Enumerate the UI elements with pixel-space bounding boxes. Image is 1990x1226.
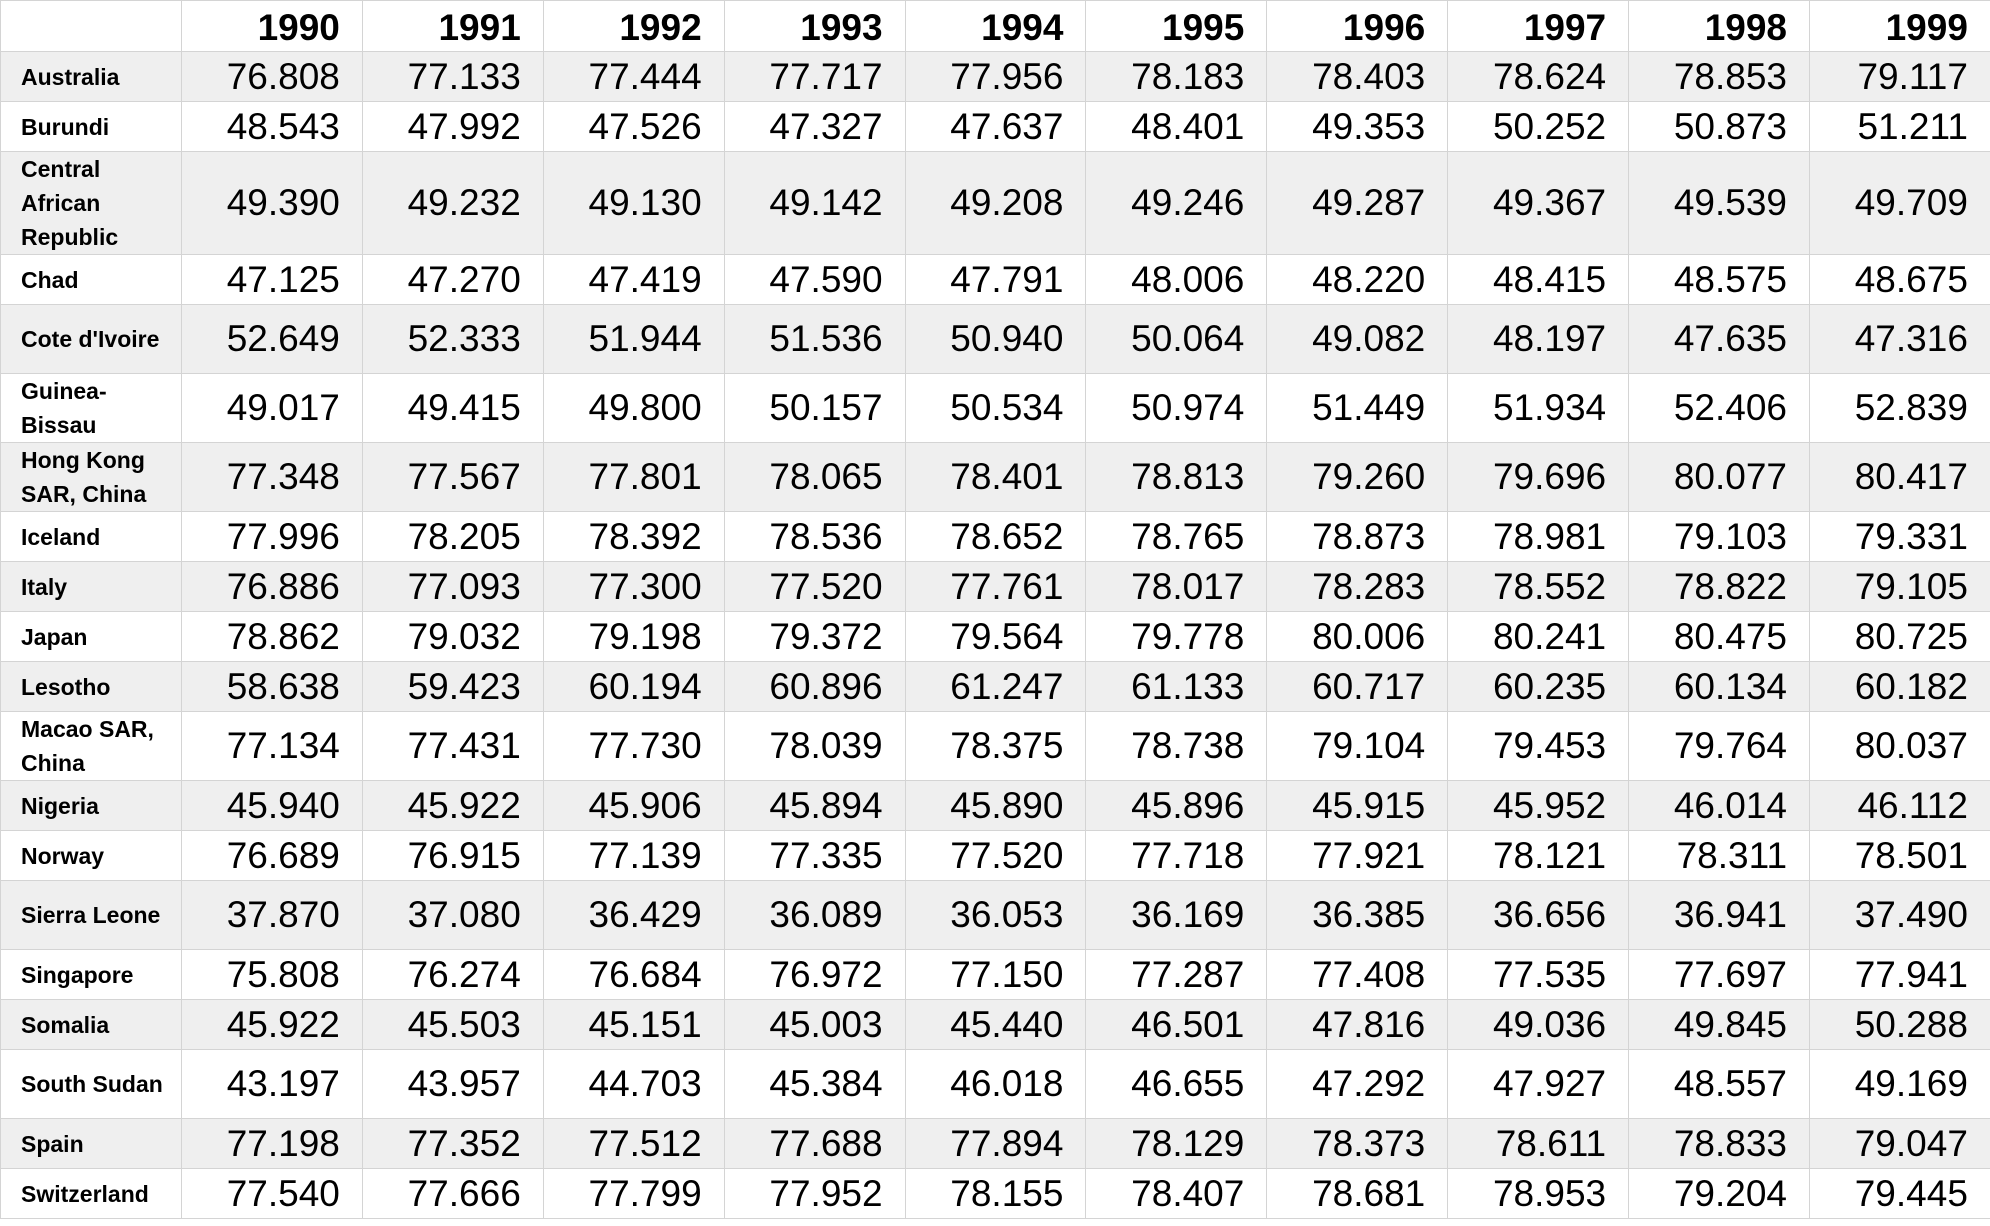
table-cell[interactable]: 49.287 [1267, 152, 1448, 255]
table-cell[interactable]: 49.082 [1267, 305, 1448, 374]
table-row [1, 512, 1990, 562]
column-header-year[interactable]: 1994 [905, 1, 1086, 52]
table-cell[interactable]: 78.681 [1267, 1169, 1448, 1219]
table-cell[interactable]: 60.717 [1267, 662, 1448, 712]
table-cell[interactable]: 78.039 [724, 712, 905, 781]
table-row [1, 443, 1990, 512]
row-header-country[interactable]: Japan [1, 612, 182, 662]
table-cell[interactable]: 51.536 [724, 305, 905, 374]
table-cell[interactable]: 77.408 [1267, 950, 1448, 1000]
table-cell[interactable]: 78.624 [1448, 52, 1629, 102]
row-header-country[interactable]: Australia [1, 52, 182, 102]
table-cell[interactable]: 47.635 [1629, 305, 1810, 374]
table-cell[interactable]: 47.526 [543, 102, 724, 152]
table-cell[interactable]: 77.688 [724, 1119, 905, 1169]
table-cell[interactable]: 79.331 [1810, 512, 1990, 562]
table-cell[interactable]: 77.139 [543, 831, 724, 881]
table-row [1, 881, 1990, 950]
table-cell[interactable]: 45.952 [1448, 781, 1629, 831]
column-header-year[interactable]: 1999 [1810, 1, 1990, 52]
table-cell[interactable]: 77.730 [543, 712, 724, 781]
table-cell[interactable]: 78.121 [1448, 831, 1629, 881]
table-cell[interactable]: 50.064 [1086, 305, 1267, 374]
table-cell[interactable]: 49.800 [543, 374, 724, 443]
table-cell[interactable]: 80.725 [1810, 612, 1990, 662]
row-header-country[interactable]: Somalia [1, 1000, 182, 1050]
table-row [1, 562, 1990, 612]
table-cell[interactable]: 80.417 [1810, 443, 1990, 512]
table-cell[interactable]: 77.150 [905, 950, 1086, 1000]
table-cell[interactable]: 45.896 [1086, 781, 1267, 831]
table-row [1, 662, 1990, 712]
row-header-country[interactable]: Burundi [1, 102, 182, 152]
table-cell[interactable]: 78.501 [1810, 831, 1990, 881]
table-cell[interactable]: 77.520 [905, 831, 1086, 881]
table-row [1, 152, 1990, 255]
table-cell[interactable]: 76.886 [182, 562, 363, 612]
table-cell[interactable]: 78.392 [543, 512, 724, 562]
table-cell[interactable]: 78.536 [724, 512, 905, 562]
table-cell[interactable]: 45.922 [362, 781, 543, 831]
table-cell[interactable]: 80.475 [1629, 612, 1810, 662]
table-cell[interactable]: 36.385 [1267, 881, 1448, 950]
table-cell[interactable]: 77.520 [724, 562, 905, 612]
table-cell[interactable]: 77.941 [1810, 950, 1990, 1000]
table-cell[interactable]: 79.445 [1810, 1169, 1990, 1219]
table-cell[interactable]: 77.567 [362, 443, 543, 512]
table-cell[interactable]: 47.327 [724, 102, 905, 152]
table-cell[interactable]: 79.696 [1448, 443, 1629, 512]
table-cell[interactable]: 77.512 [543, 1119, 724, 1169]
table-cell[interactable]: 77.352 [362, 1119, 543, 1169]
table-cell[interactable]: 52.333 [362, 305, 543, 374]
row-header-country[interactable]: Spain [1, 1119, 182, 1169]
table-cell[interactable]: 46.501 [1086, 1000, 1267, 1050]
table-cell[interactable]: 77.799 [543, 1169, 724, 1219]
table-cell[interactable]: 50.288 [1810, 1000, 1990, 1050]
table-cell[interactable]: 80.037 [1810, 712, 1990, 781]
table-cell[interactable]: 80.006 [1267, 612, 1448, 662]
table-cell[interactable]: 45.922 [182, 1000, 363, 1050]
table-cell[interactable]: 79.117 [1810, 52, 1990, 102]
table-row [1, 781, 1990, 831]
table-cell[interactable]: 77.444 [543, 52, 724, 102]
table-cell[interactable]: 78.407 [1086, 1169, 1267, 1219]
table-cell[interactable]: 78.401 [905, 443, 1086, 512]
row-header-country[interactable]: South Sudan [1, 1050, 182, 1119]
table-cell[interactable]: 76.684 [543, 950, 724, 1000]
table-cell[interactable]: 61.247 [905, 662, 1086, 712]
table-cell[interactable]: 49.845 [1629, 1000, 1810, 1050]
column-header-year[interactable]: 1997 [1448, 1, 1629, 52]
table-cell[interactable]: 48.415 [1448, 255, 1629, 305]
table-cell[interactable]: 78.862 [182, 612, 363, 662]
table-cell[interactable]: 77.535 [1448, 950, 1629, 1000]
column-header-year[interactable]: 1991 [362, 1, 543, 52]
table-cell[interactable]: 76.972 [724, 950, 905, 1000]
table-cell[interactable]: 77.717 [724, 52, 905, 102]
table-cell[interactable]: 47.637 [905, 102, 1086, 152]
table-cell[interactable]: 36.053 [905, 881, 1086, 950]
table-cell[interactable]: 47.590 [724, 255, 905, 305]
table-cell[interactable]: 48.557 [1629, 1050, 1810, 1119]
table-row [1, 612, 1990, 662]
table-cell[interactable]: 37.490 [1810, 881, 1990, 950]
table-cell[interactable]: 77.540 [182, 1169, 363, 1219]
table-cell[interactable]: 79.047 [1810, 1119, 1990, 1169]
table-cell[interactable]: 77.198 [182, 1119, 363, 1169]
table-cell[interactable]: 49.246 [1086, 152, 1267, 255]
table-cell[interactable]: 36.941 [1629, 881, 1810, 950]
table-cell[interactable]: 78.205 [362, 512, 543, 562]
table-cell[interactable]: 77.697 [1629, 950, 1810, 1000]
table-cell[interactable]: 48.575 [1629, 255, 1810, 305]
table-cell[interactable]: 79.260 [1267, 443, 1448, 512]
table-cell[interactable]: 60.134 [1629, 662, 1810, 712]
table-cell[interactable]: 48.006 [1086, 255, 1267, 305]
table-cell[interactable]: 80.077 [1629, 443, 1810, 512]
table-cell[interactable]: 45.890 [905, 781, 1086, 831]
table-cell[interactable]: 51.449 [1267, 374, 1448, 443]
table-row [1, 712, 1990, 781]
table-cell[interactable]: 49.353 [1267, 102, 1448, 152]
table-cell[interactable]: 47.270 [362, 255, 543, 305]
table-cell[interactable]: 43.957 [362, 1050, 543, 1119]
row-header-country[interactable]: Lesotho [1, 662, 182, 712]
table-cell[interactable]: 76.808 [182, 52, 363, 102]
table-row [1, 305, 1990, 374]
table-cell[interactable]: 78.981 [1448, 512, 1629, 562]
table-cell[interactable]: 60.235 [1448, 662, 1629, 712]
table-cell[interactable]: 77.801 [543, 443, 724, 512]
table-cell[interactable]: 49.415 [362, 374, 543, 443]
table-cell[interactable]: 51.211 [1810, 102, 1990, 152]
row-header-country[interactable]: Nigeria [1, 781, 182, 831]
table-cell[interactable]: 50.252 [1448, 102, 1629, 152]
table-cell[interactable]: 77.335 [724, 831, 905, 881]
table-row [1, 255, 1990, 305]
column-header-year[interactable]: 1995 [1086, 1, 1267, 52]
table-cell[interactable]: 46.112 [1810, 781, 1990, 831]
row-header-country[interactable]: Norway [1, 831, 182, 881]
table-cell[interactable]: 46.018 [905, 1050, 1086, 1119]
table-cell[interactable]: 76.689 [182, 831, 363, 881]
table-cell[interactable]: 78.283 [1267, 562, 1448, 612]
table-cell[interactable]: 49.036 [1448, 1000, 1629, 1050]
table-cell[interactable]: 79.198 [543, 612, 724, 662]
table-cell[interactable]: 77.348 [182, 443, 363, 512]
table-cell[interactable]: 49.208 [905, 152, 1086, 255]
table-row [1, 950, 1990, 1000]
table-cell[interactable]: 78.375 [905, 712, 1086, 781]
table-cell[interactable]: 49.130 [543, 152, 724, 255]
row-header-country[interactable]: Switzerland [1, 1169, 182, 1219]
table-cell[interactable]: 80.241 [1448, 612, 1629, 662]
table-cell[interactable]: 78.652 [905, 512, 1086, 562]
table-cell[interactable]: 50.873 [1629, 102, 1810, 152]
table-cell[interactable]: 77.300 [543, 562, 724, 612]
table-cell[interactable]: 49.169 [1810, 1050, 1990, 1119]
header-row [1, 1, 1990, 52]
table-cell[interactable]: 79.105 [1810, 562, 1990, 612]
table-cell[interactable]: 48.543 [182, 102, 363, 152]
table-cell[interactable]: 50.940 [905, 305, 1086, 374]
table-cell[interactable]: 60.896 [724, 662, 905, 712]
table-cell[interactable]: 48.197 [1448, 305, 1629, 374]
table-cell[interactable]: 45.440 [905, 1000, 1086, 1050]
table-cell[interactable]: 77.996 [182, 512, 363, 562]
table-cell[interactable]: 48.675 [1810, 255, 1990, 305]
table-row [1, 102, 1990, 152]
table-cell[interactable]: 47.419 [543, 255, 724, 305]
table-cell[interactable]: 45.503 [362, 1000, 543, 1050]
table-cell[interactable]: 52.839 [1810, 374, 1990, 443]
table-cell[interactable]: 37.870 [182, 881, 363, 950]
table-cell[interactable]: 36.656 [1448, 881, 1629, 950]
table-row [1, 1050, 1990, 1119]
row-header-country[interactable]: Chad [1, 255, 182, 305]
table-cell[interactable]: 49.017 [182, 374, 363, 443]
table-cell[interactable]: 78.403 [1267, 52, 1448, 102]
table-cell[interactable]: 49.367 [1448, 152, 1629, 255]
table-cell[interactable]: 49.142 [724, 152, 905, 255]
table-cell[interactable]: 79.453 [1448, 712, 1629, 781]
table-body [1, 52, 1990, 1219]
table-cell[interactable]: 78.822 [1629, 562, 1810, 612]
table-cell[interactable]: 50.534 [905, 374, 1086, 443]
table-cell[interactable]: 76.274 [362, 950, 543, 1000]
table-cell[interactable]: 79.372 [724, 612, 905, 662]
table-cell[interactable]: 78.833 [1629, 1119, 1810, 1169]
table-cell[interactable]: 50.974 [1086, 374, 1267, 443]
table-cell[interactable]: 77.133 [362, 52, 543, 102]
corner-cell[interactable] [1, 1, 182, 52]
row-header-country[interactable]: Macao SAR, China [1, 712, 182, 781]
table-cell[interactable]: 76.915 [362, 831, 543, 881]
table-cell[interactable]: 49.390 [182, 152, 363, 255]
table-cell[interactable]: 79.103 [1629, 512, 1810, 562]
table-cell[interactable]: 78.311 [1629, 831, 1810, 881]
table-cell[interactable]: 77.718 [1086, 831, 1267, 881]
table-cell[interactable]: 78.873 [1267, 512, 1448, 562]
table-cell[interactable]: 47.316 [1810, 305, 1990, 374]
table-cell[interactable]: 77.921 [1267, 831, 1448, 881]
table-cell[interactable]: 79.778 [1086, 612, 1267, 662]
table-cell[interactable]: 36.429 [543, 881, 724, 950]
table-cell[interactable]: 77.666 [362, 1169, 543, 1219]
table-cell[interactable]: 44.703 [543, 1050, 724, 1119]
table-cell[interactable]: 49.232 [362, 152, 543, 255]
table-cell[interactable]: 77.952 [724, 1169, 905, 1219]
table-cell[interactable]: 79.564 [905, 612, 1086, 662]
table-cell[interactable]: 75.808 [182, 950, 363, 1000]
table-cell[interactable]: 78.953 [1448, 1169, 1629, 1219]
table-cell[interactable]: 48.401 [1086, 102, 1267, 152]
row-header-country[interactable]: Hong Kong SAR, China [1, 443, 182, 512]
table-cell[interactable]: 45.151 [543, 1000, 724, 1050]
table-row [1, 1000, 1990, 1050]
table-cell[interactable]: 77.134 [182, 712, 363, 781]
table-cell[interactable]: 50.157 [724, 374, 905, 443]
table-cell[interactable]: 60.194 [543, 662, 724, 712]
table-cell[interactable]: 79.104 [1267, 712, 1448, 781]
table-cell[interactable]: 52.406 [1629, 374, 1810, 443]
table-row [1, 374, 1990, 443]
table-cell[interactable]: 45.894 [724, 781, 905, 831]
table-cell[interactable]: 47.125 [182, 255, 363, 305]
table-cell[interactable]: 51.934 [1448, 374, 1629, 443]
column-header-year[interactable]: 1990 [182, 1, 363, 52]
table-cell[interactable]: 78.373 [1267, 1119, 1448, 1169]
table-row [1, 1119, 1990, 1169]
table-cell[interactable]: 47.791 [905, 255, 1086, 305]
table-cell[interactable]: 37.080 [362, 881, 543, 950]
row-header-country[interactable]: Guinea-Bissau [1, 374, 182, 443]
row-header-country[interactable]: Singapore [1, 950, 182, 1000]
table-cell[interactable]: 78.065 [724, 443, 905, 512]
table-cell[interactable]: 45.384 [724, 1050, 905, 1119]
table-cell[interactable]: 45.003 [724, 1000, 905, 1050]
table-cell[interactable]: 78.552 [1448, 562, 1629, 612]
table-cell[interactable]: 47.927 [1448, 1050, 1629, 1119]
table-cell[interactable]: 79.764 [1629, 712, 1810, 781]
table-cell[interactable]: 58.638 [182, 662, 363, 712]
table-cell[interactable]: 77.287 [1086, 950, 1267, 1000]
table-cell[interactable]: 78.813 [1086, 443, 1267, 512]
row-header-country[interactable]: Iceland [1, 512, 182, 562]
table-cell[interactable]: 45.915 [1267, 781, 1448, 831]
table-cell[interactable]: 51.944 [543, 305, 724, 374]
table-cell[interactable]: 45.906 [543, 781, 724, 831]
table-cell[interactable]: 78.611 [1448, 1119, 1629, 1169]
table-cell[interactable]: 47.292 [1267, 1050, 1448, 1119]
row-header-country[interactable]: Cote d'Ivoire [1, 305, 182, 374]
row-header-country[interactable]: Italy [1, 562, 182, 612]
table-cell[interactable]: 45.940 [182, 781, 363, 831]
table-cell[interactable]: 78.017 [1086, 562, 1267, 612]
table-cell[interactable]: 52.649 [182, 305, 363, 374]
table-cell[interactable]: 77.761 [905, 562, 1086, 612]
table-cell[interactable]: 48.220 [1267, 255, 1448, 305]
table-cell[interactable]: 59.423 [362, 662, 543, 712]
table-cell[interactable]: 78.183 [1086, 52, 1267, 102]
table-cell[interactable]: 49.709 [1810, 152, 1990, 255]
table-cell[interactable]: 78.853 [1629, 52, 1810, 102]
table-row [1, 1169, 1990, 1219]
table-cell[interactable]: 46.655 [1086, 1050, 1267, 1119]
table-cell[interactable]: 78.155 [905, 1169, 1086, 1219]
row-header-country[interactable]: Sierra Leone [1, 881, 182, 950]
table-cell[interactable]: 77.093 [362, 562, 543, 612]
table-cell[interactable]: 49.539 [1629, 152, 1810, 255]
column-header-year[interactable]: 1992 [543, 1, 724, 52]
table-cell[interactable]: 78.129 [1086, 1119, 1267, 1169]
column-header-year[interactable]: 1998 [1629, 1, 1810, 52]
table-cell[interactable]: 47.816 [1267, 1000, 1448, 1050]
table-cell[interactable]: 79.204 [1629, 1169, 1810, 1219]
table-cell[interactable]: 78.738 [1086, 712, 1267, 781]
table-cell[interactable]: 36.169 [1086, 881, 1267, 950]
table-cell[interactable]: 60.182 [1810, 662, 1990, 712]
table-cell[interactable]: 46.014 [1629, 781, 1810, 831]
table-cell[interactable]: 77.956 [905, 52, 1086, 102]
row-header-country[interactable]: Central African Republic [1, 152, 182, 255]
table-cell[interactable]: 47.992 [362, 102, 543, 152]
table-row [1, 52, 1990, 102]
table-row [1, 831, 1990, 881]
table-cell[interactable]: 79.032 [362, 612, 543, 662]
table-cell[interactable]: 36.089 [724, 881, 905, 950]
table-cell[interactable]: 61.133 [1086, 662, 1267, 712]
table-cell[interactable]: 77.431 [362, 712, 543, 781]
table-cell[interactable]: 77.894 [905, 1119, 1086, 1169]
table-cell[interactable]: 78.765 [1086, 512, 1267, 562]
table-cell[interactable]: 43.197 [182, 1050, 363, 1119]
column-header-year[interactable]: 1993 [724, 1, 905, 52]
column-header-year[interactable]: 1996 [1267, 1, 1448, 52]
